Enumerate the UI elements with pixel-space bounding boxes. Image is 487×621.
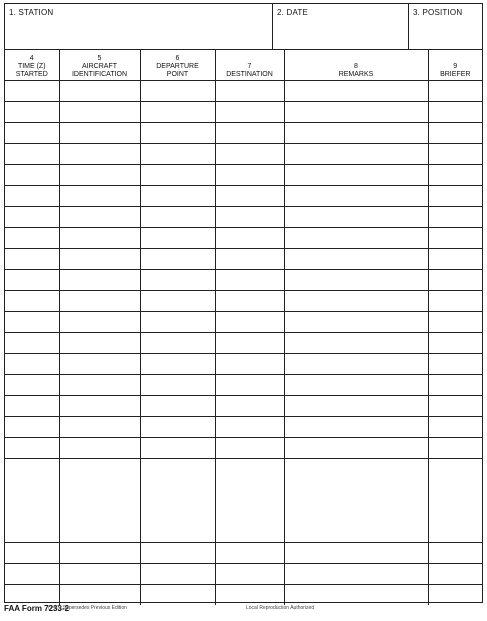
log-row <box>5 437 482 458</box>
station-field[interactable] <box>5 4 273 49</box>
log-cell[interactable] <box>428 290 482 311</box>
log-cell[interactable] <box>59 101 140 122</box>
log-cell[interactable] <box>5 542 59 563</box>
log-cell[interactable] <box>284 248 428 269</box>
log-cell[interactable] <box>140 122 215 143</box>
log-cell[interactable] <box>428 353 482 374</box>
col-label: BRIEFER <box>440 70 471 78</box>
log-body <box>5 80 482 605</box>
log-cell[interactable] <box>284 269 428 290</box>
log-row <box>5 311 482 332</box>
col-number: 6 <box>175 54 180 62</box>
log-row <box>5 206 482 227</box>
col-label: DEPARTURE <box>156 62 199 70</box>
log-cell[interactable] <box>428 227 482 248</box>
log-cell[interactable] <box>215 416 284 437</box>
log-cell[interactable] <box>215 584 284 605</box>
log-row <box>5 563 482 584</box>
log-cell[interactable] <box>140 458 215 542</box>
log-cell[interactable] <box>215 227 284 248</box>
log-cell[interactable] <box>5 269 59 290</box>
log-cell[interactable] <box>59 395 140 416</box>
log-cell[interactable] <box>215 311 284 332</box>
log-cell[interactable] <box>59 584 140 605</box>
log-cell[interactable] <box>428 206 482 227</box>
log-cell[interactable] <box>428 269 482 290</box>
log-cell[interactable] <box>215 458 284 542</box>
log-cell[interactable] <box>59 563 140 584</box>
log-cell[interactable] <box>5 437 59 458</box>
log-cell[interactable] <box>215 290 284 311</box>
log-cell[interactable] <box>428 542 482 563</box>
log-cell[interactable] <box>428 374 482 395</box>
log-row <box>5 395 482 416</box>
log-cell[interactable] <box>215 374 284 395</box>
log-cell[interactable] <box>284 143 428 164</box>
col-number: 5 <box>97 54 102 62</box>
log-cell[interactable] <box>284 122 428 143</box>
log-row <box>5 80 482 101</box>
log-cell[interactable] <box>59 185 140 206</box>
log-row <box>5 227 482 248</box>
log-cell[interactable] <box>284 185 428 206</box>
col-remarks <box>284 49 428 80</box>
log-cell[interactable] <box>140 332 215 353</box>
position-field[interactable] <box>409 4 484 49</box>
log-cell[interactable] <box>5 248 59 269</box>
log-row <box>5 290 482 311</box>
log-cell[interactable] <box>428 584 482 605</box>
log-cell[interactable] <box>5 395 59 416</box>
col-aircraft-identification <box>59 49 140 80</box>
log-cell[interactable] <box>140 269 215 290</box>
form-header <box>5 4 482 50</box>
log-cell[interactable] <box>428 185 482 206</box>
log-cell[interactable] <box>59 122 140 143</box>
log-cell[interactable] <box>428 416 482 437</box>
log-cell[interactable] <box>5 584 59 605</box>
log-cell[interactable] <box>140 227 215 248</box>
col-label: DESTINATION <box>226 70 273 78</box>
log-row <box>5 164 482 185</box>
log-row <box>5 584 482 605</box>
log-cell[interactable] <box>215 185 284 206</box>
col-number: 9 <box>453 62 458 70</box>
log-cell[interactable] <box>140 353 215 374</box>
reproduction-note: Local Reproduction Authorized <box>246 605 315 611</box>
briefing-log-form <box>4 3 483 603</box>
log-cell[interactable] <box>284 584 428 605</box>
col-label: POINT <box>166 70 189 78</box>
log-cell[interactable] <box>284 374 428 395</box>
log-cell[interactable] <box>428 248 482 269</box>
log-cell[interactable] <box>5 164 59 185</box>
log-cell[interactable] <box>215 395 284 416</box>
log-cell[interactable] <box>140 143 215 164</box>
log-row <box>5 374 482 395</box>
log-cell[interactable] <box>5 458 59 542</box>
log-cell[interactable] <box>428 437 482 458</box>
log-cell[interactable] <box>284 542 428 563</box>
log-cell[interactable] <box>284 416 428 437</box>
log-row <box>5 458 482 542</box>
log-cell[interactable] <box>428 164 482 185</box>
log-row <box>5 542 482 563</box>
log-cell[interactable] <box>59 458 140 542</box>
log-row <box>5 101 482 122</box>
log-cell[interactable] <box>428 80 482 101</box>
log-cell[interactable] <box>5 374 59 395</box>
log-cell[interactable] <box>284 227 428 248</box>
log-cell[interactable] <box>5 122 59 143</box>
col-time-started <box>5 49 59 80</box>
log-row <box>5 269 482 290</box>
log-row <box>5 332 482 353</box>
log-cell[interactable] <box>284 80 428 101</box>
log-cell[interactable] <box>5 206 59 227</box>
col-departure-point <box>140 49 215 80</box>
log-cell[interactable] <box>284 311 428 332</box>
log-cell[interactable] <box>5 143 59 164</box>
log-cell[interactable] <box>428 143 482 164</box>
log-cell[interactable] <box>59 542 140 563</box>
log-cell[interactable] <box>215 248 284 269</box>
log-cell[interactable] <box>215 332 284 353</box>
log-row <box>5 122 482 143</box>
log-cell[interactable] <box>59 269 140 290</box>
log-cell[interactable] <box>428 458 482 542</box>
log-cell[interactable] <box>140 395 215 416</box>
log-row <box>5 248 482 269</box>
log-cell[interactable] <box>5 311 59 332</box>
log-cell[interactable] <box>5 227 59 248</box>
col-label: TIME (Z) <box>17 62 46 70</box>
log-cell[interactable] <box>59 416 140 437</box>
form-footer <box>4 604 483 618</box>
log-cell[interactable] <box>215 542 284 563</box>
log-cell[interactable] <box>215 437 284 458</box>
log-cell[interactable] <box>140 164 215 185</box>
log-cell[interactable] <box>140 584 215 605</box>
log-cell[interactable] <box>5 101 59 122</box>
log-cell[interactable] <box>59 311 140 332</box>
log-cell[interactable] <box>428 395 482 416</box>
col-label: STARTED <box>15 70 48 78</box>
log-cell[interactable] <box>284 164 428 185</box>
log-table <box>5 49 482 605</box>
log-cell[interactable] <box>59 143 140 164</box>
log-cell[interactable] <box>5 353 59 374</box>
date-label: 2. DATE <box>277 8 309 17</box>
log-cell[interactable] <box>140 206 215 227</box>
col-label: IDENTIFICATION <box>71 70 128 78</box>
log-cell[interactable] <box>5 416 59 437</box>
col-number: 8 <box>354 62 358 70</box>
station-label: 1. STATION <box>9 8 54 17</box>
log-cell[interactable] <box>59 164 140 185</box>
log-cell[interactable] <box>215 101 284 122</box>
log-cell[interactable] <box>140 563 215 584</box>
log-cell[interactable] <box>215 164 284 185</box>
log-cell[interactable] <box>428 101 482 122</box>
log-cell[interactable] <box>5 290 59 311</box>
log-cell[interactable] <box>215 353 284 374</box>
log-cell[interactable] <box>284 563 428 584</box>
log-cell[interactable] <box>5 332 59 353</box>
log-cell[interactable] <box>59 353 140 374</box>
log-cell[interactable] <box>5 185 59 206</box>
log-cell[interactable] <box>284 395 428 416</box>
log-cell[interactable] <box>59 374 140 395</box>
log-cell[interactable] <box>428 563 482 584</box>
log-cell[interactable] <box>59 248 140 269</box>
log-cell[interactable] <box>428 332 482 353</box>
log-cell[interactable] <box>284 332 428 353</box>
col-destination <box>215 49 284 80</box>
log-row <box>5 416 482 437</box>
log-cell[interactable] <box>284 458 428 542</box>
log-cell[interactable] <box>59 332 140 353</box>
log-cell[interactable] <box>215 122 284 143</box>
log-cell[interactable] <box>59 290 140 311</box>
log-cell[interactable] <box>140 248 215 269</box>
log-cell[interactable] <box>140 311 215 332</box>
log-cell[interactable] <box>140 80 215 101</box>
log-cell[interactable] <box>59 80 140 101</box>
log-cell[interactable] <box>59 437 140 458</box>
column-header-row <box>5 49 482 80</box>
log-cell[interactable] <box>284 290 428 311</box>
log-cell[interactable] <box>59 227 140 248</box>
log-cell[interactable] <box>140 437 215 458</box>
position-label: 3. POSITION <box>413 8 463 17</box>
col-label: REMARKS <box>338 70 374 78</box>
col-label: AIRCRAFT <box>82 62 117 70</box>
log-cell[interactable] <box>59 206 140 227</box>
log-cell[interactable] <box>140 374 215 395</box>
log-cell[interactable] <box>428 311 482 332</box>
log-cell[interactable] <box>215 269 284 290</box>
log-row <box>5 185 482 206</box>
log-cell[interactable] <box>215 143 284 164</box>
col-briefer <box>428 49 482 80</box>
log-cell[interactable] <box>140 542 215 563</box>
log-cell[interactable] <box>140 101 215 122</box>
log-cell[interactable] <box>215 563 284 584</box>
log-cell[interactable] <box>215 80 284 101</box>
col-number: 4 <box>29 54 34 62</box>
log-cell[interactable] <box>284 206 428 227</box>
log-cell[interactable] <box>5 563 59 584</box>
log-cell[interactable] <box>284 437 428 458</box>
log-row <box>5 353 482 374</box>
col-number: 7 <box>247 62 252 70</box>
log-cell[interactable] <box>284 101 428 122</box>
log-cell[interactable] <box>284 353 428 374</box>
edition-note: (7-87) Supersedes Previous Edition <box>48 605 127 611</box>
log-cell[interactable] <box>140 185 215 206</box>
log-cell[interactable] <box>428 122 482 143</box>
log-cell[interactable] <box>140 290 215 311</box>
log-cell[interactable] <box>5 80 59 101</box>
log-row <box>5 143 482 164</box>
log-cell[interactable] <box>140 416 215 437</box>
form-number: FAA Form 7233-2 <box>4 604 70 613</box>
date-field[interactable] <box>273 4 409 49</box>
log-cell[interactable] <box>215 206 284 227</box>
